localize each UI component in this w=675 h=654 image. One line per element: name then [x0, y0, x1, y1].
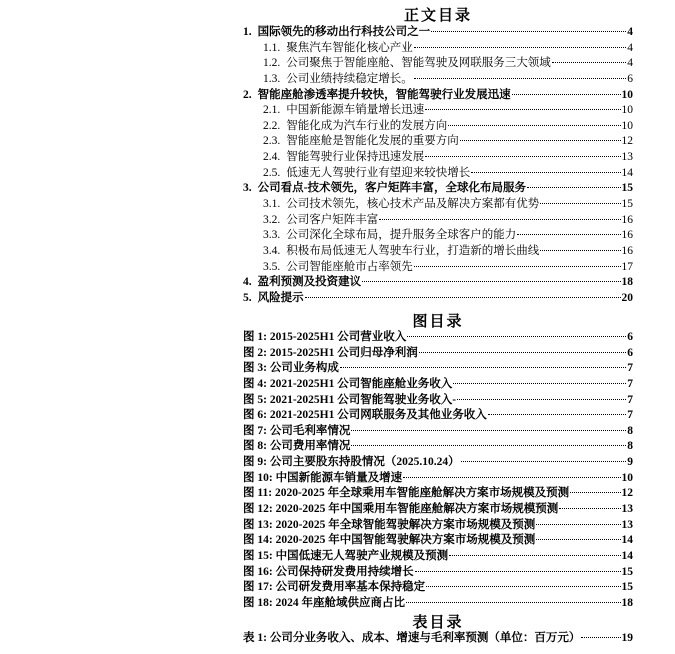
figure-entry[interactable] [243, 471, 633, 487]
figure-entry-label: 图 18: 2024 年座舱域供应商占比 [243, 596, 405, 609]
toc-entry-number: 3.2. [263, 213, 281, 226]
toc-entry-page: 15 [621, 198, 633, 211]
toc-entry-label: 公司深化全球布局，提升服务全球客户的能力 [286, 229, 517, 242]
figure-entry[interactable] [243, 502, 633, 518]
dot-leader [351, 430, 626, 431]
figure-entry-label: 图 5: 2021-2025H1 公司智能驾驶业务收入- [243, 393, 457, 406]
dot-leader [415, 571, 621, 572]
toc-entry[interactable] [243, 181, 633, 197]
toc-entry-label: 智能驾驶行业保持迅速发展 [286, 151, 425, 164]
toc-entry[interactable] [243, 25, 633, 41]
dot-leader [540, 203, 620, 204]
dot-leader [517, 234, 620, 235]
figure-entry-label: 图 12: 2020-2025 年中国乘用车智能座舱解决方案市场规模预测 [243, 503, 559, 516]
figure-entry-label: 图 16: 公司保持研发费用持续增长 [243, 565, 414, 578]
toc-entry-page: 16 [621, 213, 633, 226]
dot-leader [540, 250, 620, 251]
dot-leader [570, 492, 620, 493]
toc-entry-number: 3.1. [263, 198, 281, 211]
toc-entry-page: 4 [627, 41, 633, 54]
toc-entry-page: 6 [627, 72, 633, 85]
figure-entry-page: 7 [627, 362, 633, 375]
toc-entry-label: 智能化成为汽车行业的发展方向 [286, 119, 448, 132]
figure-entry-page: 8 [627, 440, 633, 453]
dot-leader [351, 445, 626, 446]
toc-title: 正文目录 [403, 8, 472, 24]
dot-leader [362, 281, 620, 282]
dot-leader [461, 461, 627, 462]
toc-entry-number: 3.4. [263, 244, 281, 257]
toc-entry-number: 2.2. [263, 119, 281, 132]
figure-entry-page: 6 [627, 346, 633, 359]
dot-leader [453, 383, 626, 384]
toc-entry-label: 风险提示 [257, 291, 304, 304]
figure-entry[interactable] [243, 518, 633, 534]
toc-entry-number: 1.3. [263, 72, 281, 85]
table-entry[interactable] [243, 631, 633, 647]
toc-entry[interactable] [243, 134, 633, 150]
toc-entry-label: 低速无人驾驶行业有望迎来较快增长 [286, 166, 471, 179]
toc-entry[interactable] [243, 56, 633, 72]
figure-entry[interactable] [243, 377, 633, 393]
toc-entry[interactable] [243, 119, 633, 135]
figure-entry-page: 7 [627, 377, 633, 390]
figure-entry[interactable] [243, 424, 633, 440]
dot-leader [425, 156, 620, 157]
figure-entry-label: 图 2: 2015-2025H1 公司归母净利润 [243, 346, 418, 359]
figure-entry[interactable] [243, 408, 633, 424]
toc-entry-number: 2.3. [263, 135, 281, 148]
table-entry-label: 表 1: 公司分业务收入、成本、增速与毛利率预测（单位：百万元） [243, 632, 581, 644]
toc-entry[interactable] [243, 166, 633, 182]
dot-leader [414, 78, 627, 79]
dot-leader [419, 352, 627, 353]
toc-entry[interactable] [243, 72, 633, 88]
figure-entry-label: 图 3: 公司业务构成 [243, 362, 339, 375]
toc-entry[interactable] [243, 244, 633, 260]
dot-leader [414, 47, 627, 48]
toc-entry-page: 15 [621, 182, 633, 195]
toc-entry-page: 12 [621, 135, 633, 148]
toc-entry-page: 10 [621, 119, 633, 132]
dot-leader [407, 336, 626, 337]
toc-entry-page: 4 [627, 57, 633, 70]
table-list-title: 表目录 [412, 615, 464, 631]
figure-entry-page: 6 [627, 331, 633, 343]
figure-list [243, 330, 633, 612]
figure-entry[interactable] [243, 565, 633, 581]
dot-leader [431, 31, 626, 32]
dot-leader [559, 508, 620, 509]
dot-leader [379, 219, 620, 220]
dot-leader [406, 602, 621, 603]
figure-entry-page: 9 [627, 456, 633, 469]
toc-entry[interactable] [243, 275, 633, 291]
toc-entry-number: 2.1. [263, 104, 281, 117]
figure-entry-label: 图 14: 2020-2025 年中国智能驾驶解决方案市场规模及预测 [243, 534, 536, 547]
figure-entry-label: 图 11: 2020-2025 年全球乘用车智能座舱解决方案市场规模及预测 [243, 487, 570, 500]
dot-leader [403, 477, 620, 478]
dot-leader [340, 367, 626, 368]
figure-entry[interactable] [243, 486, 633, 502]
toc-entry-page: 4 [627, 26, 633, 38]
figure-list-title: 图目录 [412, 314, 464, 330]
toc-entry[interactable] [243, 103, 633, 119]
figure-entry[interactable] [243, 393, 633, 409]
table-list [243, 631, 633, 647]
toc-entry[interactable] [243, 291, 633, 307]
toc-entry-number: 2.5. [263, 166, 281, 179]
toc-entry-number: 2.4. [263, 151, 281, 164]
toc-entry-page: 20 [621, 291, 633, 304]
figure-entry[interactable] [243, 549, 633, 565]
figure-entry-page: 7 [627, 409, 633, 422]
figure-entry[interactable] [243, 439, 633, 455]
figure-entry-page: 8 [627, 424, 633, 437]
toc-entry-number: 3. [243, 182, 252, 195]
figure-entry[interactable] [243, 330, 633, 346]
toc-entry[interactable] [243, 197, 633, 213]
figure-entry-page: 13 [621, 518, 633, 531]
figure-entry-page: 13 [621, 503, 633, 516]
toc-entry-label: 公司看点-技术领先，客户矩阵丰富，全球化布局服务 [257, 182, 526, 195]
toc-entry-page: 16 [621, 244, 633, 257]
dot-leader [527, 187, 621, 188]
toc-entry-number: 5. [243, 291, 252, 304]
toc-entry[interactable] [243, 88, 633, 104]
toc-entry-number: 1.1. [263, 41, 281, 54]
toc-entry-label: 聚焦汽车智能化核心产业 [286, 41, 413, 54]
toc-entry-number: 2. [243, 88, 252, 101]
toc-entry[interactable] [243, 41, 633, 57]
dot-leader [536, 539, 620, 540]
dot-leader [426, 586, 620, 587]
dot-leader [449, 555, 620, 556]
figure-entry-label: 图 4: 2021-2025H1 公司智能座舱业务收入 [243, 377, 453, 390]
figure-entry-label: 图 13: 2020-2025 年全球智能驾驶解决方案市场规模及预测 [243, 518, 536, 531]
toc-entry-page: 10 [621, 88, 633, 101]
toc-entry-label: 中国新能源车销量增长迅速 [286, 104, 425, 117]
toc-entry[interactable] [243, 260, 633, 276]
toc-entry-page: 10 [621, 104, 633, 117]
toc-entry[interactable] [243, 150, 633, 166]
figure-entry-label: 图 7: 公司毛利率情况 [243, 424, 351, 437]
figure-entry[interactable] [243, 580, 633, 596]
figure-entry-label: 图 17: 公司研发费用率基本保持稳定 [243, 581, 426, 594]
figure-entry-label: 图 1: 2015-2025H1 公司营业收入 [243, 331, 407, 343]
figure-entry-page: 10 [621, 471, 633, 484]
figure-entry-label: 图 6: 2021-2025H1 公司网联服务及其他业务收入 [243, 409, 487, 422]
dot-leader [460, 140, 621, 141]
figure-entry-page: 7 [627, 393, 633, 406]
toc-entry-label: 公司聚焦于智能座舱、智能驾驶及网联服务三大领域 [286, 57, 551, 70]
figure-entry-label: 图 9: 公司主要股东持股情况（2025.10.24） [243, 456, 460, 469]
dot-leader [425, 109, 620, 110]
figure-entry-label: 图 8: 公司费用率情况 [243, 440, 351, 453]
toc-entry-label: 公司业绩持续稳定增长。 [286, 72, 413, 85]
dot-leader [488, 414, 627, 415]
toc-entry-label: 公司技术领先，核心技术产品及解决方案都有优势 [286, 198, 540, 211]
figure-entry-page: 14 [621, 534, 633, 547]
dot-leader [536, 524, 620, 525]
figure-entry[interactable] [243, 455, 633, 471]
toc-entry-number: 3.3. [263, 229, 281, 242]
toc-entry-number: 1.2. [263, 57, 281, 70]
toc-entry[interactable] [243, 228, 633, 244]
toc-list [243, 25, 633, 307]
toc-entry-label: 公司客户矩阵丰富 [286, 213, 379, 226]
dot-leader [581, 637, 620, 638]
figure-entry-label: 图 10: 中国新能源车销量及增速 [243, 471, 403, 484]
toc-entry-number: 3.5. [263, 260, 281, 273]
figure-entry-page: 15 [621, 581, 633, 594]
figure-entry-page: 18 [621, 596, 633, 609]
toc-entry-label: 公司智能座舱市占率领先 [286, 260, 413, 273]
toc-entry-label: 国际领先的移动出行科技公司之一 [257, 26, 431, 38]
toc-entry-page: 13 [621, 151, 633, 164]
figure-entry[interactable] [243, 596, 633, 612]
figure-entry[interactable] [243, 533, 633, 549]
dot-leader [448, 125, 620, 126]
figure-entry-page: 12 [621, 487, 633, 500]
figure-entry[interactable] [243, 361, 633, 377]
figure-entry-page: 15 [621, 565, 633, 578]
toc-entry-number: 4. [243, 276, 252, 289]
dot-leader [552, 62, 627, 63]
toc-entry-page: 16 [621, 229, 633, 242]
toc-entry-number: 1. [243, 26, 252, 38]
dot-leader [512, 94, 621, 95]
toc-entry-label: 智能座舱是智能化发展的重要方向 [286, 135, 459, 148]
toc-entry-label: 积极布局低速无人驾驶车行业，打造新的增长曲线 [286, 244, 540, 257]
toc-entry-label: 盈利预测及投资建议 [257, 276, 362, 289]
toc-entry-label: 智能座舱渗透率提升较快，智能驾驶行业发展迅速 [257, 88, 511, 101]
toc-entry-page: 17 [621, 260, 633, 273]
dot-leader [457, 399, 626, 400]
table-entry-page: 19 [621, 632, 633, 644]
dot-leader [305, 297, 621, 298]
toc-entry-page: 14 [621, 166, 633, 179]
figure-entry[interactable] [243, 346, 633, 362]
toc-entry-page: 18 [621, 276, 633, 289]
dot-leader [414, 266, 621, 267]
figure-entry-label: 图 15: 中国低速无人驾驶产业规模及预测 [243, 549, 449, 562]
dot-leader [471, 172, 620, 173]
figure-entry-page: 14 [621, 549, 633, 562]
toc-entry[interactable] [243, 213, 633, 229]
